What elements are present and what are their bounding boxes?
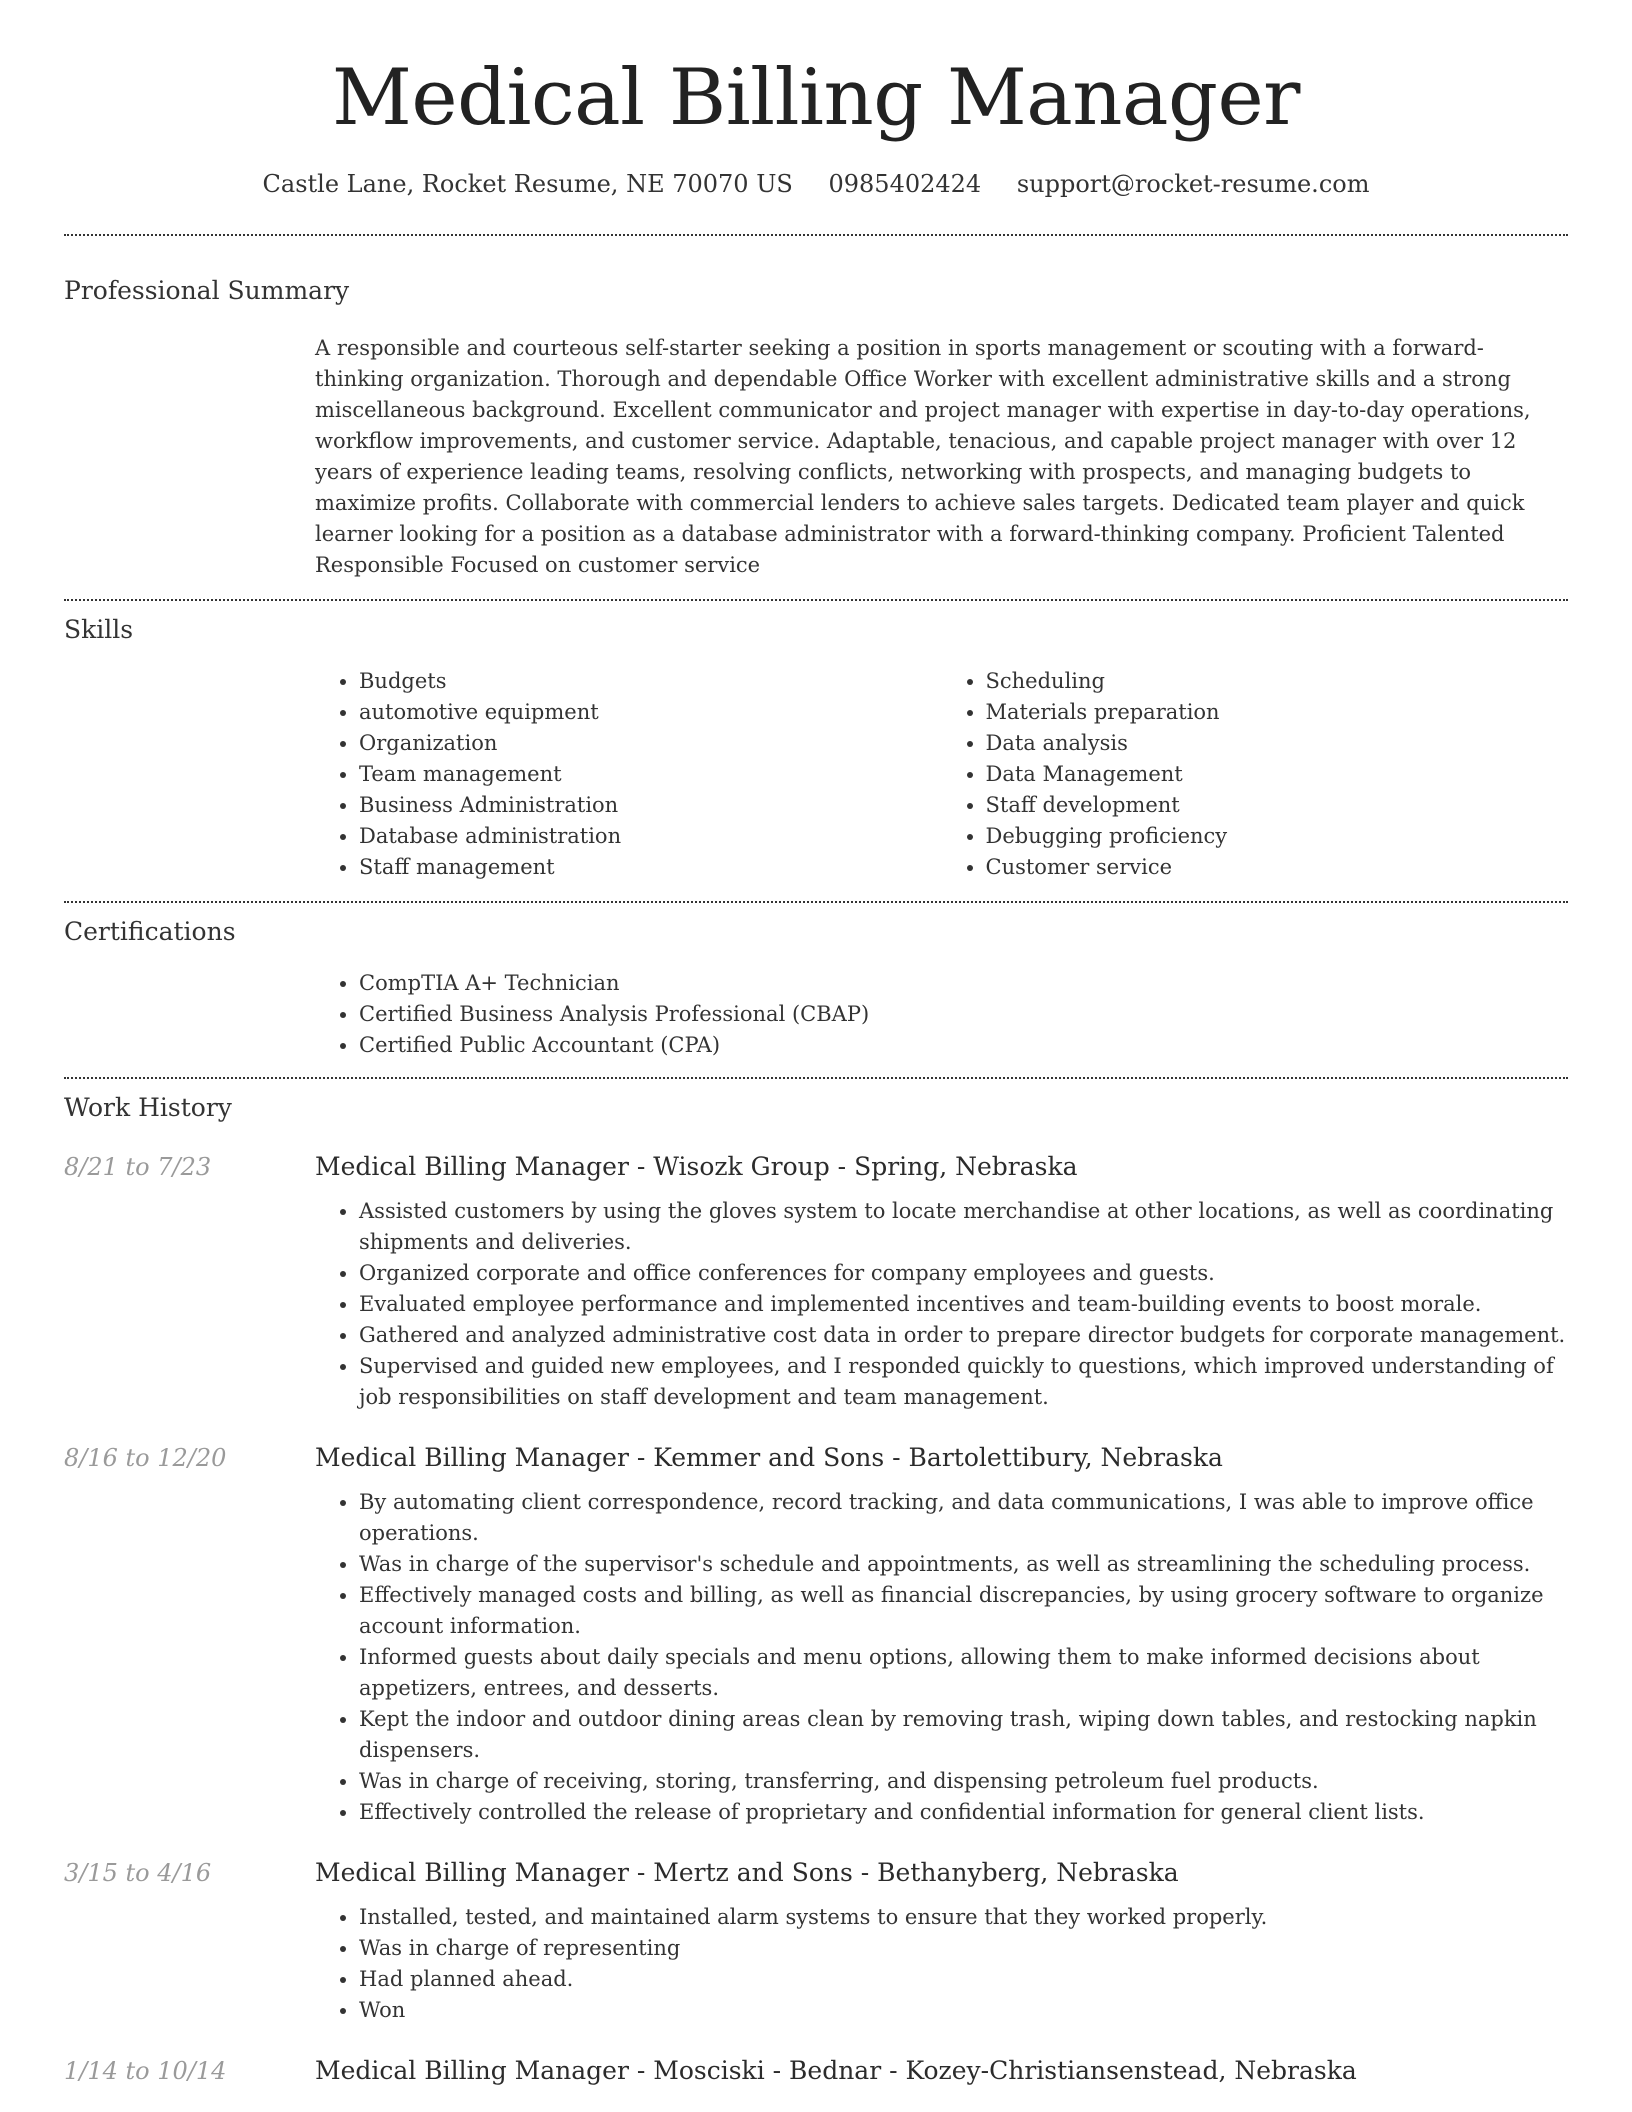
skill-item: • Business Administration bbox=[359, 790, 942, 821]
job-bullet: • Was in charge of the supervisor's schedule and appointments, as well as streamlining the scheduling process. bbox=[359, 1549, 1568, 1580]
job-list bbox=[64, 1150, 1568, 2088]
resume-name: Medical Billing Manager bbox=[332, 53, 1300, 143]
summary-heading: Professional Summary bbox=[64, 275, 350, 305]
job-bullets bbox=[315, 1196, 1568, 1413]
certification-item: • Certified Public Accountant (CPA) bbox=[359, 1030, 1568, 1061]
job-bullets bbox=[315, 1487, 1568, 1828]
contact-email: support@rocket-resume.com bbox=[1016, 169, 1370, 198]
certifications-heading: Certifications bbox=[64, 916, 236, 946]
skills-section bbox=[64, 601, 1568, 883]
job-title: Medical Billing Manager - Wisozk Group - Spring, Nebraska bbox=[315, 1151, 1078, 1181]
job-bullet: • Assisted customers by using the gloves system to locate merchandise at other locations, as well as coordinating shipments and deliveries. bbox=[359, 1196, 1568, 1258]
certifications-section bbox=[64, 903, 1568, 1061]
job-title: Medical Billing Manager - Kemmer and Sons - Bartolettibury, Nebraska bbox=[315, 1442, 1223, 1472]
job-bullet: • Was in charge of receiving, storing, transferring, and dispensing petroleum fuel products. bbox=[359, 1766, 1568, 1797]
job-bullets bbox=[315, 1902, 1568, 2026]
skill-item: • Budgets bbox=[359, 666, 942, 697]
job-bullet: • Informed guests about daily specials and menu options, allowing them to make informed decisions about appetizers, entrees, and desserts. bbox=[359, 1642, 1568, 1704]
certification-item: • Certified Business Analysis Professional (CBAP) bbox=[359, 999, 1568, 1030]
skill-item: • automotive equipment bbox=[359, 697, 942, 728]
job-bullet: • Won bbox=[359, 1995, 1568, 2026]
job-bullet: • Supervised and guided new employees, and I responded quickly to questions, which improved understanding of job responsibilities on staff development and team management. bbox=[359, 1351, 1568, 1413]
job-dates: 1/14 to 10/14 bbox=[64, 2056, 227, 2085]
skill-item: • Database administration bbox=[359, 821, 942, 852]
certification-item: • CompTIA A+ Technician bbox=[359, 968, 1568, 999]
job-entry bbox=[64, 1150, 1568, 1413]
job-entry bbox=[64, 2054, 1568, 2088]
skills-list-left bbox=[315, 666, 942, 883]
job-bullet: • Was in charge of representing bbox=[359, 1933, 1568, 1964]
resume-page bbox=[64, 0, 1568, 2088]
job-dates: 3/15 to 4/16 bbox=[64, 1858, 212, 1887]
skill-item: • Data Management bbox=[986, 759, 1569, 790]
work-history-heading: Work History bbox=[64, 1092, 232, 1122]
job-title: Medical Billing Manager - Mosciski - Bednar - Kozey-Christiansenstead, Nebraska bbox=[315, 2055, 1357, 2085]
skill-item: • Scheduling bbox=[986, 666, 1569, 697]
job-entry bbox=[64, 1441, 1568, 1828]
job-title: Medical Billing Manager - Mertz and Sons - Bethanyberg, Nebraska bbox=[315, 1857, 1179, 1887]
job-dates: 8/21 to 7/23 bbox=[64, 1152, 212, 1181]
job-bullet: • Gathered and analyzed administrative cost data in order to prepare director budgets for corporate management. bbox=[359, 1320, 1568, 1351]
job-bullet: • Effectively controlled the release of proprietary and confidential information for general client lists. bbox=[359, 1797, 1568, 1828]
job-bullet: • Effectively managed costs and billing, as well as financial discrepancies, by using grocery software to organize account information. bbox=[359, 1580, 1568, 1642]
job-bullet: • Evaluated employee performance and implemented incentives and team-building events to boost morale. bbox=[359, 1289, 1568, 1320]
skill-item: • Organization bbox=[359, 728, 942, 759]
skill-item: • Data analysis bbox=[986, 728, 1569, 759]
job-bullet: • Kept the indoor and outdoor dining areas clean by removing trash, wiping down tables, and restocking napkin dispensers. bbox=[359, 1704, 1568, 1766]
skill-item: • Customer service bbox=[986, 852, 1569, 883]
contact-address: Castle Lane, Rocket Resume, NE 70070 US bbox=[262, 169, 793, 198]
summary-section bbox=[64, 236, 1568, 581]
skill-item: • Staff development bbox=[986, 790, 1569, 821]
work-history-section bbox=[64, 1079, 1568, 2088]
job-dates: 8/16 to 12/20 bbox=[64, 1443, 227, 1472]
job-entry bbox=[64, 1856, 1568, 2026]
job-bullet: • By automating client correspondence, record tracking, and data communications, I was able to improve office operations. bbox=[359, 1487, 1568, 1549]
contact-phone: 0985402424 bbox=[828, 169, 982, 198]
job-bullet: • Had planned ahead. bbox=[359, 1964, 1568, 1995]
skill-item: • Debugging proficiency bbox=[986, 821, 1569, 852]
skill-item: • Materials preparation bbox=[986, 697, 1569, 728]
skills-heading: Skills bbox=[64, 614, 134, 644]
skill-item: • Staff management bbox=[359, 852, 942, 883]
summary-text: A responsible and courteous self-starter seeking a position in sports management or scouting with a forward-thinking organization. Thorough and dependable Office Worker with excellent administrative skills and a strong miscellaneous background. Excellent communicator and project manager with expertise in day-to-day operations, workflow improvements, and customer service. Adaptable, tenacious, and capable project manager with over 12 years of experience leading teams, resolving conflicts, networking with prospects, and managing budgets to maximize profits. Collaborate with commercial lenders to achieve sales targets. Dedicated team player and quick learner looking for a position as a database administrator with a forward-thinking company. Proficient Talented Responsible Focused on customer service bbox=[315, 335, 1531, 577]
skill-item: • Team management bbox=[359, 759, 942, 790]
job-bullet: • Installed, tested, and maintained alarm systems to ensure that they worked properly. bbox=[359, 1902, 1568, 1933]
skills-list-right bbox=[942, 666, 1569, 883]
job-bullet: • Organized corporate and office conferences for company employees and guests. bbox=[359, 1258, 1568, 1289]
certifications-list bbox=[315, 968, 1568, 1061]
contact-line bbox=[64, 170, 1568, 198]
